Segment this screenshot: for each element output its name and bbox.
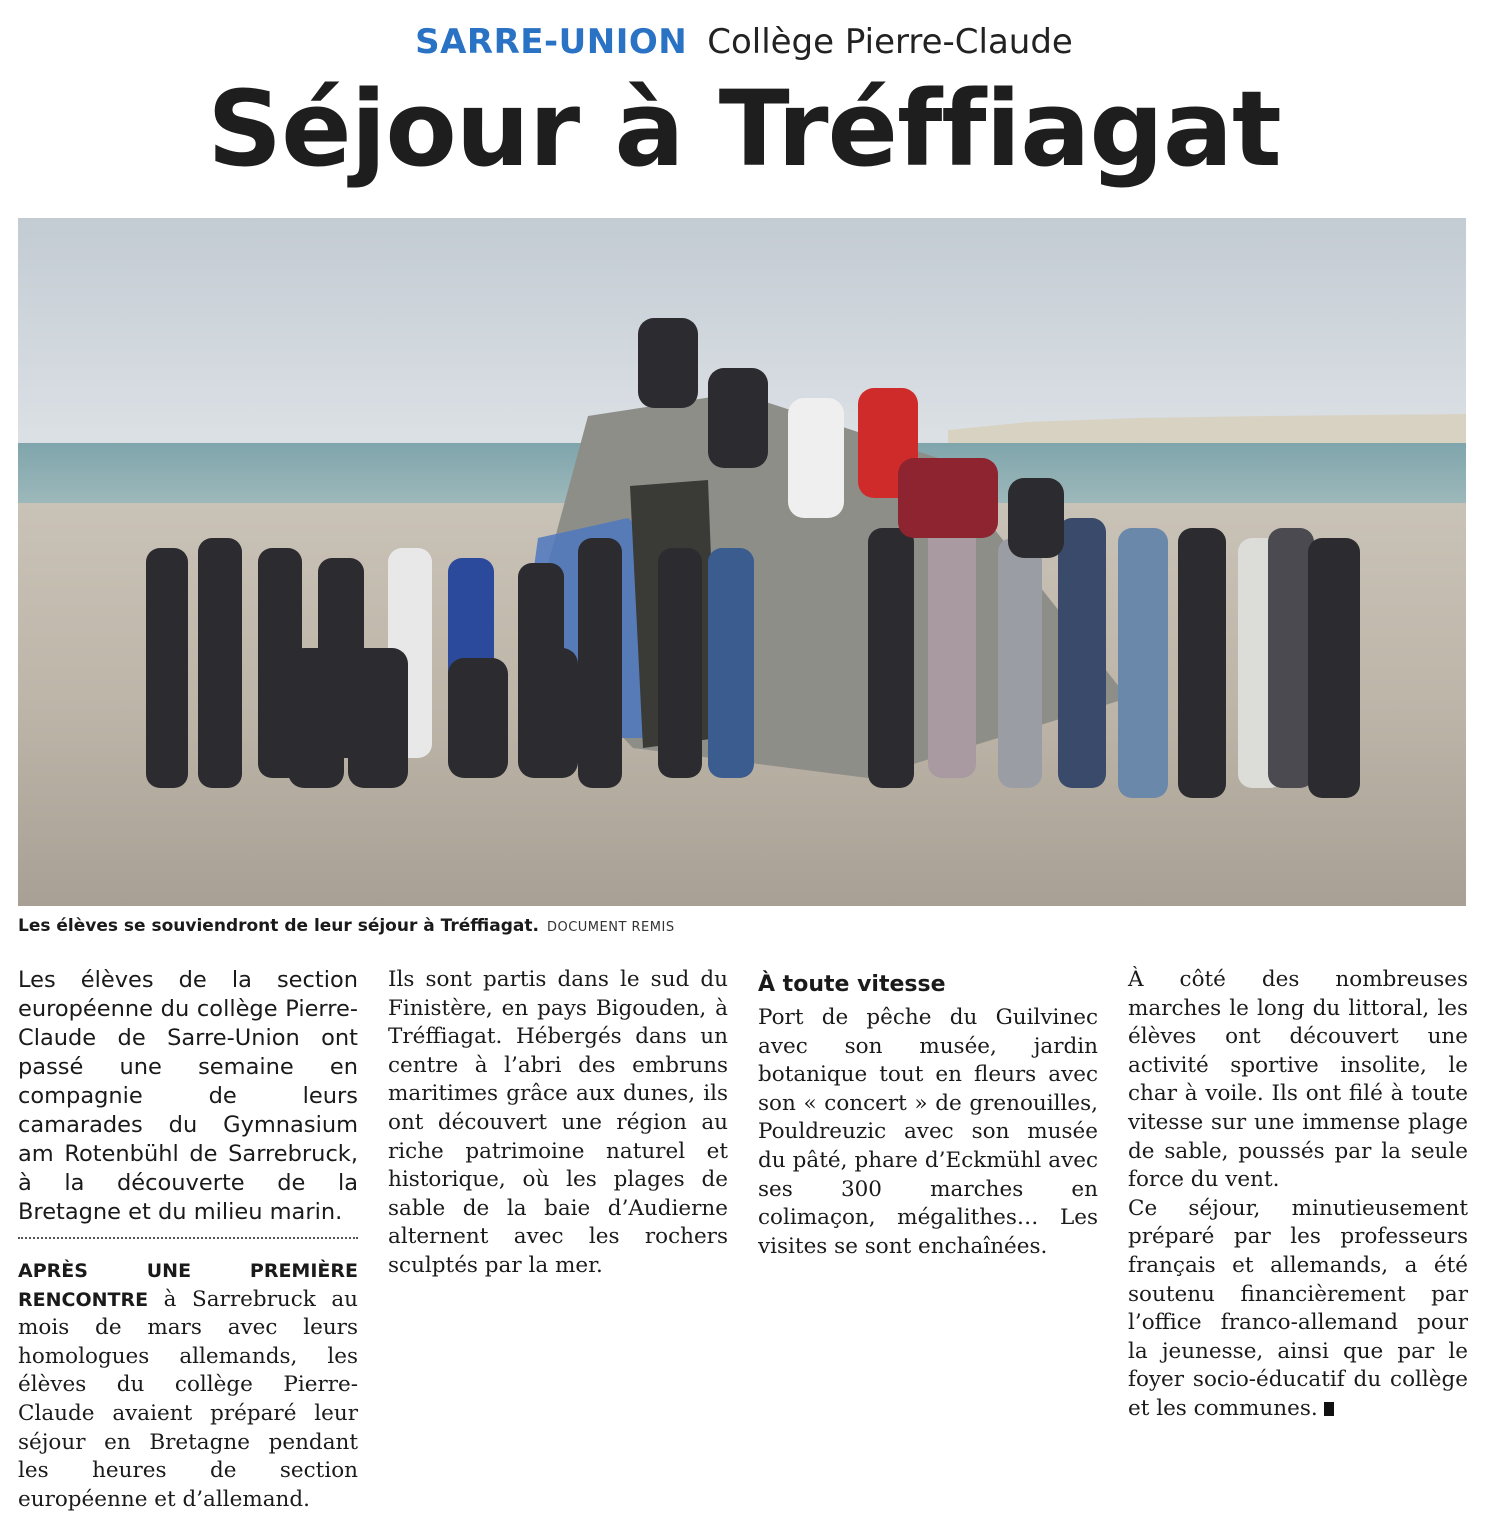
paragraph-5-text: Ce séjour, minutieusement préparé par les professeurs français et allemands, a été soutenu financièrement par l’office franco-allemand pour la jeunesse, ainsi que par le foyer socio-éducatif du collège et les communes. xyxy=(1128,1195,1468,1421)
group-photo xyxy=(18,218,1466,906)
photo-caption xyxy=(18,916,675,936)
paragraph-3: Port de pêche du Guilvinec avec son musée, jardin botanique tout en fleurs avec son « concert » de grenouilles, Pouldreuzic avec son musée du pâté, phare d’Eckmühl avec ses 300 marches en colimaçon, mégalithes… Les visites se sont enchaînées. xyxy=(758,1005,1098,1259)
paragraph-4: À côté des nombreuses marches le long du littoral, les élèves ont découvert une activité sportive insolite, le char à voile. Ils ont filé à toute vitesse sur une immense plage de sable, poussés par la seule force du vent. xyxy=(1128,967,1468,1193)
article-kicker xyxy=(0,22,1488,62)
location-label: SARRE-UNION xyxy=(415,22,688,62)
column-2 xyxy=(388,966,728,1281)
paragraph-2: Ils sont partis dans le sud du Finistère, en pays Bigouden, à Tréffiagat. Hébergés dans un centre à l’abri des embruns maritimes grâce aux dunes, ils ont découvert une région au riche patrimoine naturel et historique, où les plages de sable de la baie d’Audierne alternent avec les rochers sculptés par la mer. xyxy=(388,967,728,1278)
article-headline: Séjour à Tréffiagat xyxy=(207,68,1281,190)
photo-credit: DOCUMENT REMIS xyxy=(546,920,675,935)
separator xyxy=(18,1237,358,1239)
school-label: Collège Pierre-Claude xyxy=(707,22,1073,62)
article-lead: Les élèves de la section européenne du collège Pierre-Claude de Sarre-Union ont passé une semaine en compagnie de leurs camarades du Gymnasium am Rotenbühl de Sarrebruck, à la découverte de la Bretagne et du milieu marin. xyxy=(18,967,358,1225)
column-3 xyxy=(758,966,1098,1261)
end-of-article-mark xyxy=(1324,1402,1334,1416)
paragraph-5 xyxy=(1128,1195,1468,1424)
paragraph-1-text: à Sarrebruck au mois de mars avec leurs homologues allemands, les élèves du collège Pierre-Claude avaient préparé leur séjour en Bretagne pendant les heures de section européenne et d’allemand. xyxy=(18,1286,358,1512)
caption-text: Les élèves se souviendront de leur séjour à Tréffiagat. xyxy=(18,916,539,936)
paragraph-first-words: APRÈS UNE PREMIÈRE RENCONTRE xyxy=(18,1260,358,1311)
article-subhead: À toute vitesse xyxy=(758,972,946,997)
paragraph-1 xyxy=(18,1257,358,1514)
column-1 xyxy=(18,966,358,1514)
column-4 xyxy=(1128,966,1468,1424)
